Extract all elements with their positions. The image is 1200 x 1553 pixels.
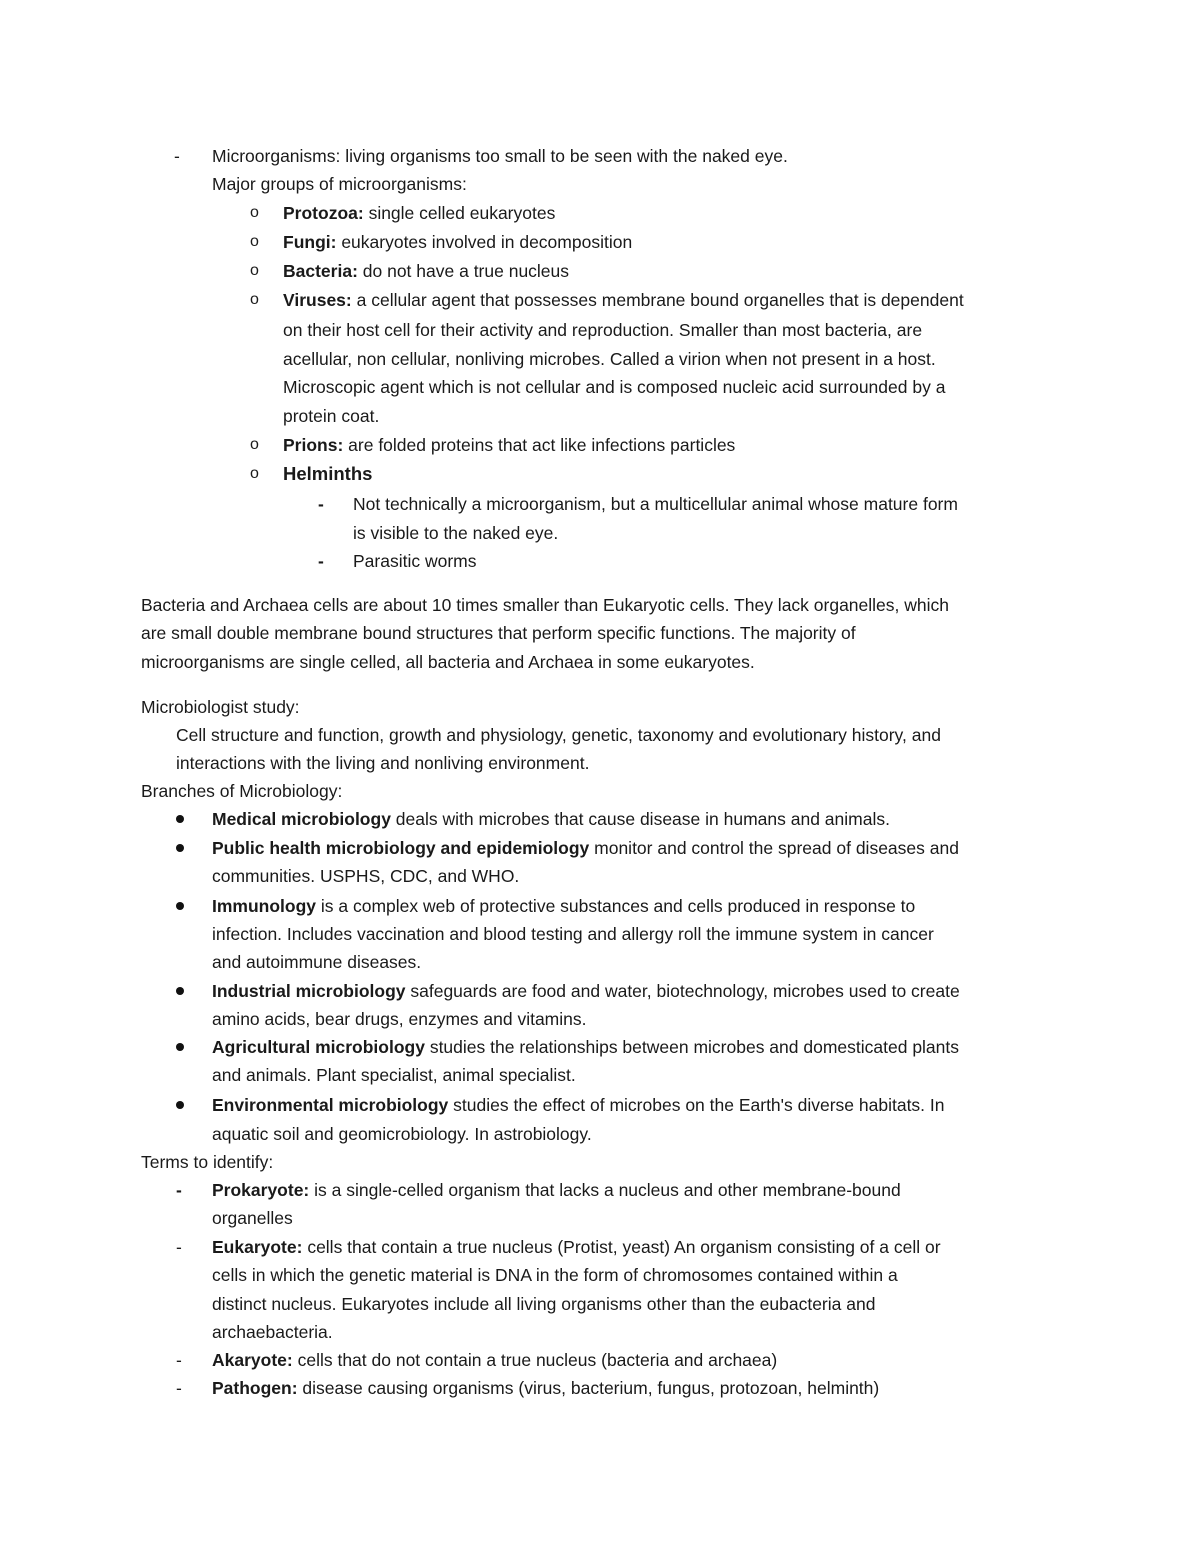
branch-public-health — [212, 834, 959, 862]
study-heading: Microbiologist study: — [141, 697, 300, 717]
desc-medical: deals with microbes that cause disease in humans and animals. — [390, 809, 890, 829]
term-protozoa: Protozoa: — [283, 203, 364, 223]
bullet-dot — [176, 1101, 184, 1109]
helminths-note-2: Parasitic worms — [353, 551, 477, 571]
desc-agricultural-1: studies the relationships between microbes and domesticated plants — [424, 1037, 960, 1057]
desc-industrial-2: amino acids, bear drugs, enzymes and vitamins. — [212, 1009, 587, 1029]
term-prokaryote: Prokaryote: — [212, 1180, 310, 1200]
term-item-akaryote — [212, 1346, 777, 1374]
desc-industrial-1: safeguards are food and water, biotechnology, microbes used to create — [405, 981, 960, 1001]
group-protozoa — [283, 199, 555, 227]
helminths-note-1: Not technically a microorganism, but a multicellular animal whose mature form — [353, 494, 958, 514]
paragraph-line-3: microorganisms are single celled, all bacteria and Archaea in some eukaryotes. — [141, 652, 755, 672]
desc-eukaryote-1: cells that contain a true nucleus (Protist, yeast) An organism consisting of a cell or — [302, 1237, 941, 1257]
term-item-prokaryote — [212, 1176, 901, 1204]
term-industrial: Industrial microbiology — [212, 981, 406, 1001]
dash-marker: - — [176, 1350, 182, 1370]
term-agricultural: Agricultural microbiology — [212, 1037, 425, 1057]
group-bacteria — [283, 257, 569, 285]
group-prions — [283, 431, 735, 459]
study-line-2: interactions with the living and nonliving environment. — [176, 753, 590, 773]
bullet-dot — [176, 902, 184, 910]
paragraph-line-2: are small double membrane bound structures that perform specific functions. The majority of — [141, 623, 856, 643]
circle-bullet: o — [250, 436, 259, 453]
major-groups-heading: Major groups of microorganisms: — [212, 174, 467, 194]
desc-prokaryote-2: organelles — [212, 1208, 293, 1228]
dash-marker: - — [174, 146, 180, 166]
desc-agricultural-2: and animals. Plant specialist, animal specialist. — [212, 1065, 576, 1085]
dash-marker: - — [176, 1180, 182, 1200]
desc-viruses-1: a cellular agent that possesses membrane bound organelles that is dependent — [351, 290, 964, 310]
term-bacteria: Bacteria: — [283, 261, 358, 281]
desc-viruses-4: Microscopic agent which is not cellular and is composed nucleic acid surrounded by a — [283, 377, 946, 397]
term-fungi: Fungi: — [283, 232, 337, 252]
branch-agricultural — [212, 1033, 959, 1061]
helminths-note-1-cont: is visible to the naked eye. — [353, 523, 559, 543]
branches-heading: Branches of Microbiology: — [141, 781, 343, 801]
desc-viruses-5: protein coat. — [283, 406, 380, 426]
term-item-pathogen — [212, 1374, 879, 1402]
paragraph-line-1: Bacteria and Archaea cells are about 10 times smaller than Eukaryotic cells. They lack organelles, which — [141, 595, 949, 615]
desc-immunology-3: and autoimmune diseases. — [212, 952, 422, 972]
term-helminths: Helminths — [283, 463, 373, 484]
dash-marker: - — [318, 551, 324, 571]
branch-immunology — [212, 892, 915, 920]
desc-pathogen: disease causing organisms (virus, bacterium, fungus, protozoan, helminth) — [297, 1378, 880, 1398]
desc-environmental-2: aquatic soil and geomicrobiology. In astrobiology. — [212, 1124, 592, 1144]
desc-eukaryote-4: archaebacteria. — [212, 1322, 333, 1342]
bullet-dot — [176, 844, 184, 852]
term-public-health: Public health microbiology and epidemiology — [212, 838, 590, 858]
circle-bullet: o — [250, 233, 259, 250]
term-prions: Prions: — [283, 435, 344, 455]
desc-eukaryote-2: cells in which the genetic material is DNA in the form of chromosomes contained within a — [212, 1265, 898, 1285]
branch-medical — [212, 805, 890, 833]
desc-viruses-2: on their host cell for their activity and reproduction. Smaller than most bacteria, are — [283, 320, 923, 340]
desc-public-health-1: monitor and control the spread of diseases and — [589, 838, 959, 858]
desc-public-health-2: communities. USPHS, CDC, and WHO. — [212, 866, 520, 886]
desc-bacteria: do not have a true nucleus — [357, 261, 570, 281]
desc-fungi: eukaryotes involved in decomposition — [336, 232, 633, 252]
term-item-eukaryote — [212, 1233, 941, 1261]
study-line-1: Cell structure and function, growth and physiology, genetic, taxonomy and evolutionary history, and — [176, 725, 941, 745]
desc-prions: are folded proteins that act like infections particles — [343, 435, 736, 455]
group-viruses — [283, 286, 964, 314]
term-viruses: Viruses: — [283, 290, 352, 310]
microorganisms-definition: Microorganisms: living organisms too small to be seen with the naked eye. — [212, 146, 788, 166]
bullet-dot — [176, 815, 184, 823]
term-eukaryote: Eukaryote: — [212, 1237, 303, 1257]
circle-bullet: o — [250, 291, 259, 308]
term-pathogen: Pathogen: — [212, 1378, 298, 1398]
dash-marker: - — [176, 1378, 182, 1398]
term-akaryote: Akaryote: — [212, 1350, 293, 1370]
term-medical: Medical microbiology — [212, 809, 391, 829]
term-immunology: Immunology — [212, 896, 317, 916]
dash-marker: - — [318, 494, 324, 514]
desc-immunology-2: infection. Includes vaccination and blood testing and allergy roll the immune system in cancer — [212, 924, 934, 944]
group-fungi — [283, 228, 632, 256]
term-environmental: Environmental microbiology — [212, 1095, 449, 1115]
desc-eukaryote-3: distinct nucleus. Eukaryotes include all living organisms other than the eubacteria and — [212, 1294, 876, 1314]
circle-bullet: o — [250, 262, 259, 279]
desc-immunology-1: is a complex web of protective substances and cells produced in response to — [316, 896, 916, 916]
bullet-dot — [176, 1043, 184, 1051]
desc-prokaryote-1: is a single-celled organism that lacks a nucleus and other membrane-bound — [309, 1180, 901, 1200]
branch-industrial — [212, 977, 960, 1005]
branch-environmental — [212, 1091, 945, 1119]
terms-heading: Terms to identify: — [141, 1152, 274, 1172]
desc-viruses-3: acellular, non cellular, nonliving microbes. Called a virion when not present in a host. — [283, 349, 936, 369]
dash-marker: - — [176, 1237, 182, 1257]
circle-bullet: o — [250, 204, 259, 221]
desc-akaryote: cells that do not contain a true nucleus (bacteria and archaea) — [292, 1350, 778, 1370]
circle-bullet: o — [250, 465, 259, 482]
bullet-dot — [176, 987, 184, 995]
desc-environmental-1: studies the effect of microbes on the Earth's diverse habitats. In — [448, 1095, 945, 1115]
desc-protozoa: single celled eukaryotes — [363, 203, 556, 223]
